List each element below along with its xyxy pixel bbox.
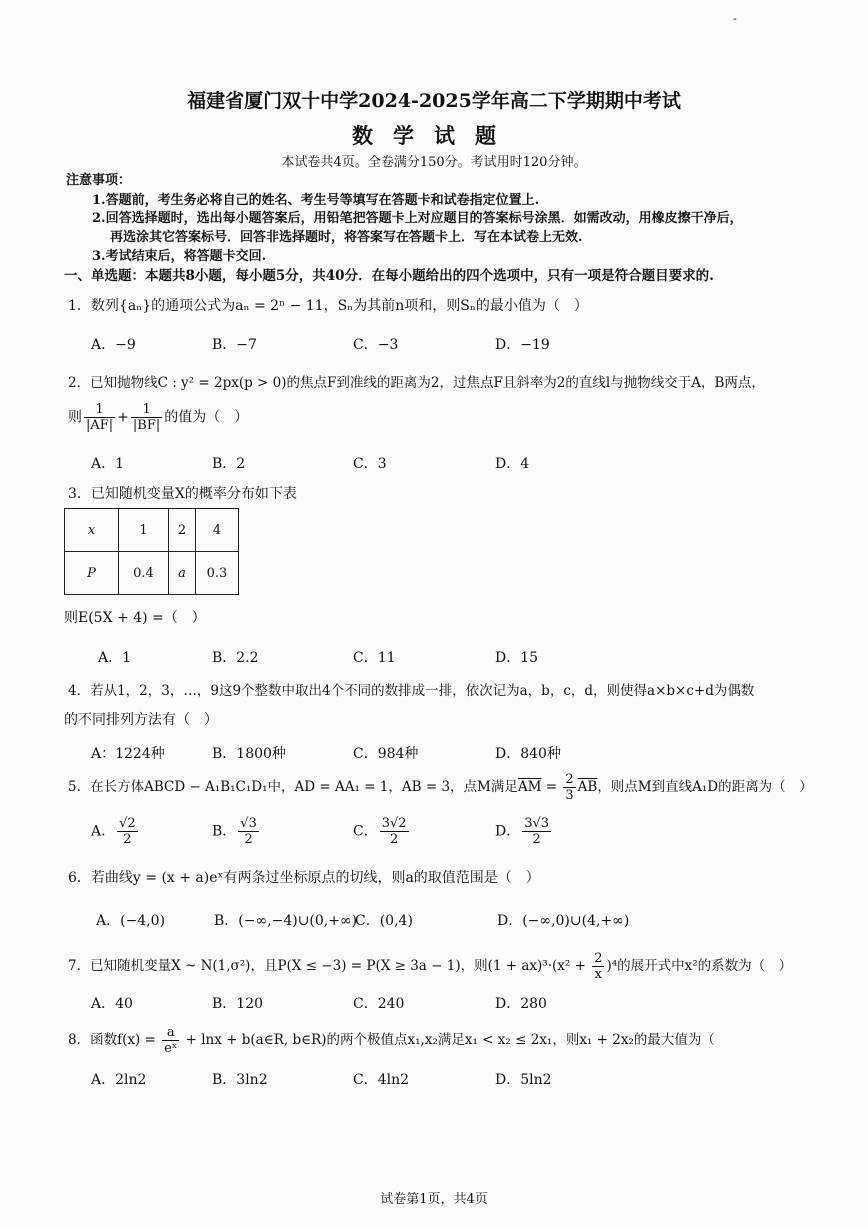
q2-frac1-den: |AF|	[86, 418, 114, 433]
q5-c-label: C．	[353, 823, 378, 840]
table-cell: x	[65, 509, 119, 552]
q4-option-a: A：1224种	[91, 746, 165, 762]
q5-b-den: 2	[244, 832, 253, 847]
q7-option-d: D．280	[495, 996, 547, 1012]
q4-option-d: D．840种	[495, 746, 561, 762]
q2-option-b: B．2	[212, 456, 246, 472]
notes-heading: 注意事项：	[66, 173, 132, 188]
q7-prefix: 7．已知随机变量X ~ N(1,σ²)，且P(X ≤ −3) = P(X ≥ 3a − 1)，则(1 + ax)³·(x² +	[68, 958, 591, 974]
q5-prefix: 5．在长方体ABCD − A₁B₁C₁D₁中，AD = AA₁ = 1，AB = 3，点M满足	[68, 779, 518, 795]
q5-equals: =	[541, 779, 562, 795]
question-6-stem: 6．若曲线y = (x + a)eˣ有两条过坐标原点的切线，则a的取值范围是（ ）	[68, 870, 540, 886]
q7-option-b: B．120	[212, 996, 264, 1012]
q2-fraction-af	[84, 402, 115, 433]
q4-option-c: C．984种	[353, 746, 419, 762]
q8-fraction	[162, 1025, 179, 1056]
q5-b-fraction	[238, 816, 259, 847]
probability-table	[64, 508, 239, 595]
q2-option-a: A．1	[91, 456, 125, 472]
question-2-stem: 2．已知抛物线C : y² = 2px(p > 0)的焦点F到准线的距离为2，过焦点F且斜率为2的直线l与抛物线交于A，B两点，	[68, 375, 765, 391]
q2-prefix: 则	[68, 409, 82, 426]
note-3: 3.考试结束后，将答题卡交回.	[92, 249, 267, 264]
q5-frac-num: 2	[565, 772, 574, 787]
q5-suffix: ，则点M到直线A₁D的距离为（ ）	[597, 779, 813, 795]
question-4-stem: 4．若从1，2，3，…，9这9个整数中取出4个不同的数排成一排，依次记为a，b，c，d，则使得a×b×c+d为偶数	[68, 683, 755, 699]
q5-a-fraction	[117, 816, 138, 847]
question-3-stem-line2: 则E(5X + 4) =（ ）	[64, 610, 206, 626]
q5-a-den: 2	[123, 832, 132, 847]
q1-option-d: D．−19	[495, 337, 550, 353]
q8-prefix: 8．函数f(x) =	[68, 1032, 161, 1048]
q7-fraction	[592, 951, 604, 982]
q5-a-num: √2	[119, 816, 136, 831]
q5-c-den: 2	[389, 832, 399, 847]
q4-option-b: B．1800种	[212, 746, 286, 762]
q3-option-c: C．11	[353, 650, 396, 666]
question-1-stem: 1．数列{aₙ}的通项公式为aₙ = 2ⁿ − 11，Sₙ为其前n项和，则Sₙ的最小值为（ ）	[68, 298, 588, 314]
q5-d-fraction	[522, 816, 551, 847]
q3-option-a: A．1	[98, 650, 132, 666]
q5-d-den: 2	[532, 832, 541, 847]
q2-frac2-den: |BF|	[132, 418, 161, 433]
q8-option-a: A．2ln2	[91, 1072, 147, 1088]
question-3-stem: 3．已知随机变量X的概率分布如下表	[68, 486, 297, 502]
q5-frac-den: 3	[565, 788, 574, 803]
table-cell: a	[169, 552, 196, 595]
q7-frac-num: 2	[594, 951, 603, 966]
section-heading: 一、单选题：本题共8小题，每小题5分，共40分．在每小题给出的四个选项中，只有一项是符合题目要求的.	[64, 268, 714, 284]
q1-option-a: A．−9	[91, 337, 136, 353]
q5-option-c	[353, 816, 411, 847]
question-8-stem	[68, 1025, 715, 1056]
q5-fraction	[563, 772, 575, 803]
table-cell: 4	[196, 509, 239, 552]
note-1: 1.答题前，考生务必将自己的姓名、考生号等填写在答题卡和试卷指定位置上.	[92, 193, 540, 208]
q6-option-d: D．(−∞,0)∪(4,+∞)	[497, 913, 630, 929]
q5-b-num: √3	[240, 816, 257, 831]
q2-option-d: D．4	[495, 456, 530, 472]
q8-frac-den: eˣ	[164, 1041, 178, 1056]
q3-option-d: D．15	[495, 650, 539, 666]
question-7-stem	[68, 951, 792, 982]
q5-option-d	[495, 816, 553, 847]
note-2: 2.回答选择题时，选出每小题答案后，用铅笔把答题卡上对应题目的答案标号涂黑．如需改动，用橡皮擦干净后，	[92, 211, 743, 226]
question-5-stem	[68, 772, 813, 803]
q8-option-c: C．4ln2	[353, 1072, 410, 1088]
q5-b-label: B．	[212, 823, 237, 840]
corner-mark: -	[733, 12, 737, 25]
table-cell: P	[65, 552, 119, 595]
q1-option-c: C．−3	[353, 337, 399, 353]
q8-frac-num: a	[162, 1025, 179, 1041]
q5-vector-ab: $\overline{AB}$	[577, 779, 598, 795]
note-2-continued: 再选涂其它答案标号．回答非选择题时，将答案写在答题卡上．写在本试卷上无效.	[110, 230, 583, 245]
q7-option-a: A．40	[91, 996, 133, 1012]
q7-option-c: C．240	[353, 996, 405, 1012]
exam-info: 本试卷共4页。全卷满分150分。考试用时120分钟。	[281, 155, 587, 170]
q8-suffix: + lnx + b(a∈R, b∈R)的两个极值点x₁,x₂满足x₁ < x₂ ≤ 2x₁，则x₁ + 2x₂的最大值为（	[181, 1032, 715, 1048]
page-footer: 试卷第1页，共4页	[380, 1192, 488, 1207]
q8-option-d: D．5ln2	[495, 1072, 552, 1088]
q7-suffix: )⁴的展开式中x²的系数为（ ）	[606, 958, 793, 974]
q6-option-a: A．(−4,0)	[96, 913, 166, 929]
q2-frac1-num: 1	[84, 402, 115, 418]
q5-c-fraction	[380, 816, 409, 847]
q6-option-b: B．(−∞,−4)∪(0,+∞)	[214, 913, 358, 929]
q2-fraction-bf	[131, 402, 162, 433]
q7-frac-den: x	[594, 967, 602, 982]
table-cell: 0.3	[196, 552, 239, 595]
q5-d-label: D．	[495, 823, 521, 840]
q8-option-b: B．3ln2	[212, 1072, 268, 1088]
table-cell: 2	[169, 509, 196, 552]
exam-title: 福建省厦门双十中学2024-2025学年高二下学期期中考试	[187, 90, 681, 112]
question-2-stem-line2: 则 $\frac{1}{|AF|}$ + $\frac{1}{|BF|}$ 的值为（ ）	[68, 402, 249, 433]
q6-option-c: C．(0,4)	[355, 913, 413, 929]
table-cell: 0.4	[119, 552, 169, 595]
question-4-stem-line2: 的不同排列方法有（ ）	[64, 712, 218, 728]
table-cell: 1	[119, 509, 169, 552]
q3-option-b: B．2.2	[212, 650, 259, 666]
exam-subtitle: 数学试题	[352, 123, 516, 148]
q5-d-num: 3√3	[524, 816, 550, 831]
q1-option-b: B．−7	[212, 337, 257, 353]
q2-suffix: 的值为（ ）	[164, 409, 249, 426]
q5-c-num: 3√2	[381, 816, 407, 831]
q5-a-label: A．	[91, 823, 116, 840]
q2-frac2-num: 1	[131, 402, 162, 418]
q5-option-b	[212, 816, 261, 847]
q5-option-a	[91, 816, 140, 847]
q2-option-c: C．3	[353, 456, 387, 472]
q5-vector-am: $\overline{AM}$	[517, 779, 542, 795]
